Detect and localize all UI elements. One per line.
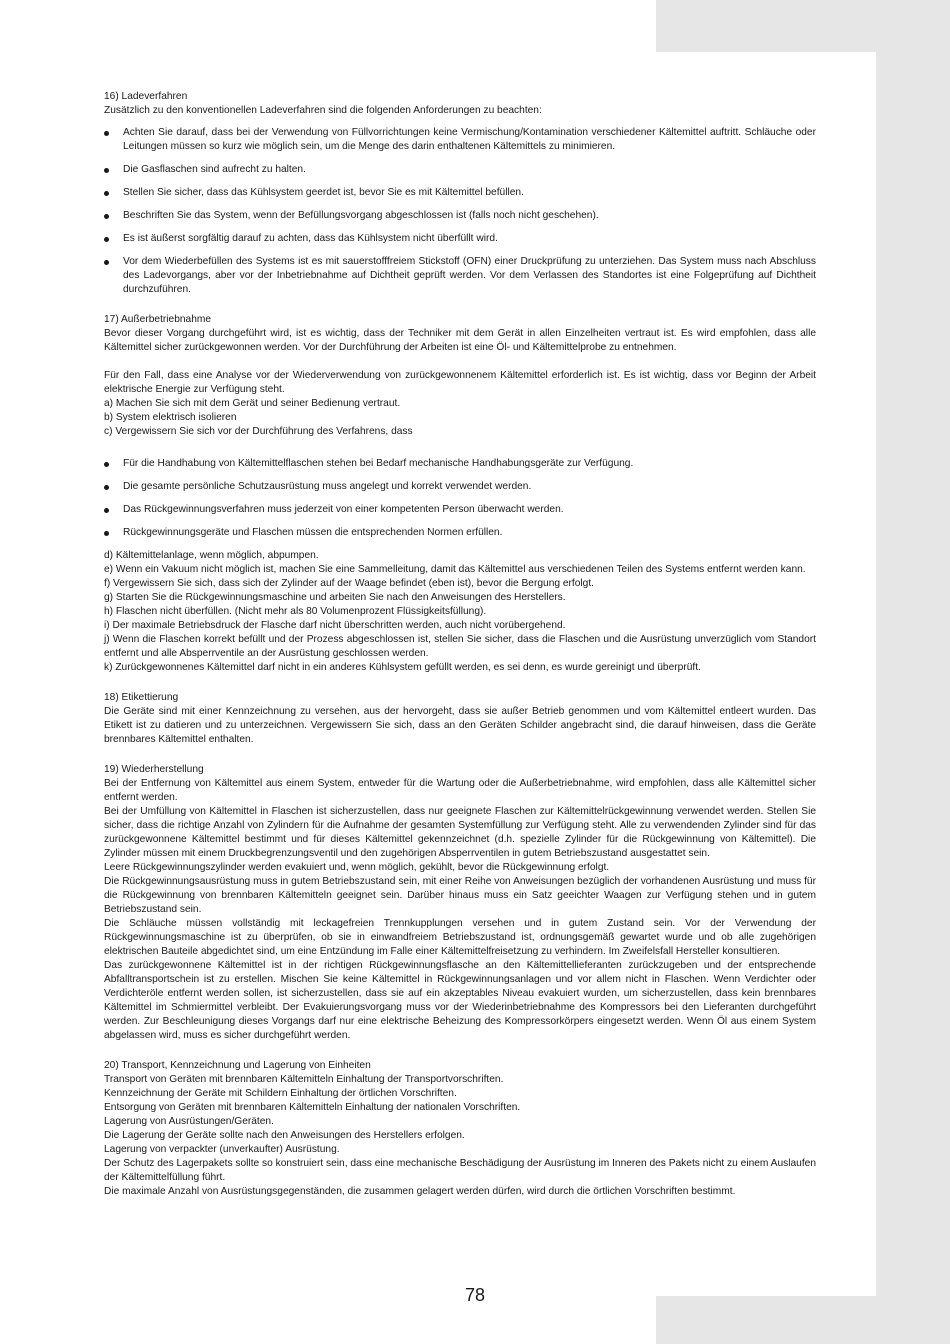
bullet-icon <box>104 508 109 513</box>
section-20-line: Lagerung von Ausrüstungen/Geräten. <box>104 1116 274 1127</box>
bullet-icon <box>104 531 109 536</box>
step-c: c) Vergewissern Sie sich vor der Durchführung des Verfahrens, dass <box>104 426 413 437</box>
step-d: d) Kältemittelanlage, wenn möglich, abpumpen. <box>104 550 319 561</box>
list-item: Für die Handhabung von Kältemittelflaschen stehen bei Bedarf mechanische Handhabungsgeräte zur Verfügung. <box>104 457 816 471</box>
bullet-icon <box>104 485 109 490</box>
bullet-icon <box>104 131 109 136</box>
section-20-line: Die maximale Anzahl von Ausrüstungsgegenständen, die zusammen gelagert werden dürfen, wird durch die örtlichen Vorschriften bestimmt. <box>104 1186 736 1197</box>
section-20-line: Transport von Geräten mit brennbaren Kältemitteln Einhaltung der Transportvorschriften. <box>104 1074 504 1085</box>
section-16-title: 16) Ladeverfahren <box>104 91 188 102</box>
section-19-para: Das zurückgewonnene Kältemittel ist in der richtigen Rückgewinnungsflasche an den Kältemittellieferanten zurückzugeben und der entsprechende Abfalltransportschein ist zu erstellen. Mischen Sie keine Kältemittel in Rückgewinnungsanlagen und vor allem nicht in Flaschen. Wenn Verdichter oder Verdichteröle entfernt werden sollen, ist sicherzustellen, dass sie auf ein akzeptables Niveau evakuiert wurden, um sicherzustellen, dass kein brennbares Kältemittel im Schmiermittel verbleibt. Der Evakuierungsvorgang muss vor der Wiederinbetriebnahme des Kompressors bei den Lieferanten durchgeführt werden. Zur Beschleunigung dieses Vorgangs darf nur eine elektrische Beheizung des Kompressorkörpers eingesetzt werden. Wenn Öl aus einem System abgelassen wird, muss es sicher durchgeführt werden. <box>104 960 816 1041</box>
bullet-icon <box>104 237 109 242</box>
list-item: Achten Sie darauf, dass bei der Verwendung von Füllvorrichtungen keine Vermischung/Kontamination verschiedener Kältemittel auftritt. Schläuche oder Leitungen müssen so kurz wie möglich sein, um die Menge des darin enthaltenen Kältemittels zu minimieren. <box>104 126 816 154</box>
list-item: Rückgewinnungsgeräte und Flaschen müssen die entsprechenden Normen erfüllen. <box>104 526 816 540</box>
section-19-para: Bei der Umfüllung von Kältemittel in Flaschen ist sicherzustellen, dass nur geeignete Flaschen zur Kältemittelrückgewinnung verwendet werden. Stellen Sie sicher, dass die richtige Anzahl von Zylindern für die Aufnahme der gesamten Systemfüllung zur Verfügung steht. Alle zu verwendenden Zylinder sind für das zurückgewonnene Kältemittel bestimmt und für dieses Kältemittel gekennzeichnet (d.h. spezielle Zylinder für die Rückgewinnung von Kältemittel). Die Zylinder müssen mit einem Druckbegrenzungsventil und den zugehörigen Absperrventilen in gutem Betriebszustand ausgestattet sein. <box>104 806 816 859</box>
section-19-para: Die Schläuche müssen vollständig mit leckagefreien Trennkupplungen versehen und in gutem Zustand sein. Vor der Verwendung der Rückgewinnungsmaschine ist zu überprüfen, ob sie in einwandfreiem Betriebszustand ist, ordnungsgemäß gewartet wurde und ob alle zugehörigen elektrischen Bauteile abgedichtet sind, um eine Entzündung im Falle einer Kältemittelfreisetzung zu verhindern. Im Zweifelsfall Hersteller konsultieren. <box>104 918 816 957</box>
bullet-icon <box>104 168 109 173</box>
section-20-line: Entsorgung von Geräten mit brennbaren Kältemitteln Einhaltung der nationalen Vorschriften. <box>104 1102 521 1113</box>
step-k: k) Zurückgewonnenes Kältemittel darf nicht in ein anderes Kühlsystem gefüllt werden, es sei denn, es wurde gereinigt und überprüft. <box>104 662 701 673</box>
list-item: Es ist äußerst sorgfältig darauf zu achten, dass das Kühlsystem nicht überfüllt wird. <box>104 232 816 246</box>
page-number: 78 <box>464 1285 486 1305</box>
step-j: j) Wenn die Flaschen korrekt befüllt und der Prozess abgeschlossen ist, stellen Sie sicher, dass die Flaschen und die Ausrüstung unverzüglich vom Standort entfernt und alle Absperrventile an der Ausrüstung geschlossen werden. <box>104 634 816 659</box>
section-20-line: Kennzeichnung der Geräte mit Schildern Einhaltung der örtlichen Vorschriften. <box>104 1088 457 1099</box>
bullet-icon <box>104 214 109 219</box>
list-item: Das Rückgewinnungsverfahren muss jederzeit von einer kompetenten Person überwacht werden. <box>104 503 816 517</box>
step-f: f) Vergewissern Sie sich, dass sich der Zylinder auf der Waage befindet (eben ist), bevor die Bergung erfolgt. <box>104 578 595 589</box>
page-side-shade <box>876 0 950 1344</box>
section-18-title: 18) Etikettierung <box>104 692 179 703</box>
bullet-icon <box>104 191 109 196</box>
step-i: i) Der maximale Betriebsdruck der Flasche darf nicht überschritten werden, auch nicht vorübergehend. <box>104 620 566 631</box>
list-item: Vor dem Wiederbefüllen des Systems ist es mit sauerstofffreiem Stickstoff (OFN) einer Druckprüfung zu unterziehen. Das System muss nach Abschluss des Ladevorgangs, aber vor der Inbetriebnahme auf Dichtheit geprüft werden. Vor dem Verlassen des Standortes ist eine Folgeprüfung auf Dichtheit durchzuführen. <box>104 255 816 297</box>
list-item: Die gesamte persönliche Schutzausrüstung muss angelegt und korrekt verwendet werden. <box>104 480 816 494</box>
section-16-bullet-list <box>104 126 816 297</box>
bullet-icon <box>104 260 109 265</box>
bullet-icon <box>104 462 109 467</box>
section-18-para: Die Geräte sind mit einer Kennzeichnung zu versehen, aus der hervorgeht, dass sie außer Betrieb genommen und vom Kältemittel entleert wurden. Das Etikett ist zu datieren und zu unterzeichnen. Vergewissern Sie sich, dass an den Geräten Schilder angebracht sind, die darauf hinweisen, dass die Geräte brennbares Kältemittel enthalten. <box>104 706 816 745</box>
section-19-para: Die Rückgewinnungsausrüstung muss in gutem Betriebszustand sein, mit einer Reihe von Anweisungen bezüglich der vorhandenen Ausrüstung und muss für die Rückgewinnung von brennbaren Kältemitteln geeignet sein. Darüber hinaus muss ein Satz geeichter Waagen zur Verfügung stehen und in gutem Betriebszustand sein. <box>104 876 816 915</box>
step-h: h) Flaschen nicht überfüllen. (Nicht mehr als 80 Volumenprozent Flüssigkeitsfüllung). <box>104 606 487 617</box>
section-17-title: 17) Außerbetriebnahme <box>104 314 212 325</box>
section-17-para-1: Bevor dieser Vorgang durchgeführt wird, ist es wichtig, dass der Techniker mit dem Gerät in allen Einzelheiten vertraut ist. Es wird empfohlen, dass alle Kältemittel sicher zurückgewonnen werden. Vor der Durchführung der Arbeiten ist eine Öl- und Kältemittelprobe zu entnehmen. <box>104 328 816 353</box>
section-20-line: Lagerung von verpackter (unverkaufter) Ausrüstung. <box>104 1144 340 1155</box>
step-b: b) System elektrisch isolieren <box>104 412 237 423</box>
section-19-title: 19) Wiederherstellung <box>104 764 204 775</box>
list-item: Beschriften Sie das System, wenn der Befüllungsvorgang abgeschlossen ist (falls noch nicht geschehen). <box>104 209 816 223</box>
section-19-para: Bei der Entfernung von Kältemittel aus einem System, entweder für die Wartung oder die Außerbetriebnahme, wird empfohlen, dass alle Kältemittel sicher entfernt werden. <box>104 778 816 803</box>
step-g: g) Starten Sie die Rückgewinnungsmaschine und arbeiten Sie nach den Anweisungen des Herstellers. <box>104 592 566 603</box>
section-20-line: Der Schutz des Lagerpakets sollte so konstruiert sein, dass eine mechanische Beschädigung der Ausrüstung im Inneren des Pakets nicht zu einem Auslaufen der Kältemittelfüllung führt. <box>104 1158 816 1183</box>
section-17-bullet-list <box>104 457 816 540</box>
section-16-intro: Zusätzlich zu den konventionellen Ladeverfahren sind die folgenden Anforderungen zu beachten: <box>104 105 542 116</box>
step-e: e) Wenn ein Vakuum nicht möglich ist, machen Sie eine Sammelleitung, damit das Kältemittel aus verschiedenen Teilen des Systems entfernt werden kann. <box>104 564 806 575</box>
list-item: Die Gasflaschen sind aufrecht zu halten. <box>104 163 816 177</box>
list-item: Stellen Sie sicher, dass das Kühlsystem geerdet ist, bevor Sie es mit Kältemittel befüllen. <box>104 186 816 200</box>
step-a: a) Machen Sie sich mit dem Gerät und seiner Bedienung vertraut. <box>104 398 401 409</box>
section-20-title: 20) Transport, Kennzeichnung und Lagerung von Einheiten <box>104 1060 371 1071</box>
section-20-line: Die Lagerung der Geräte sollte nach den Anweisungen des Herstellers erfolgen. <box>104 1130 465 1141</box>
section-19-para: Leere Rückgewinnungszylinder werden evakuiert und, wenn möglich, gekühlt, bevor die Rückgewinnung erfolgt. <box>104 862 610 873</box>
section-17-para-2: Für den Fall, dass eine Analyse vor der Wiederverwendung von zurückgewonnenem Kältemittel erforderlich ist. Es ist wichtig, dass vor Beginn der Arbeit elektrische Energie zur Verfügung steht. <box>104 370 816 395</box>
document-body <box>104 90 816 1199</box>
